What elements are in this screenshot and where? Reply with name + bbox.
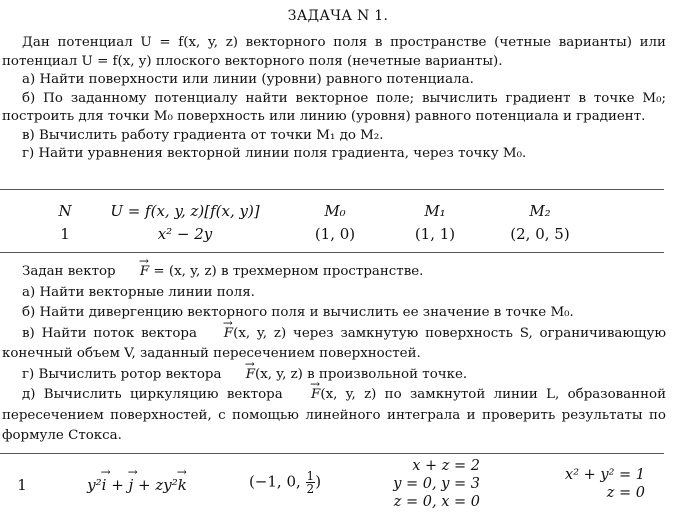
- part2-item-d: г) Вычислить ротор вектора → F(x, y, z) в произвольной точке.: [2, 365, 666, 386]
- header-n: N: [58, 202, 72, 220]
- row2-vector: y²→ i + → j + zy²→ k: [62, 476, 212, 494]
- part1-intro: Дан потенциал U = f(x, y, z) векторного поля в пространстве (четные варианты) или потенциал U = f(x, y) плоского векторного поля (нечетные варианты).: [2, 35, 666, 69]
- variant-table-1: [0, 200, 664, 250]
- part1-item-c: в) Вычислить работу градиента от точки M₁ до M₂.: [22, 127, 384, 143]
- divider: [0, 453, 664, 454]
- row2-surfaces-1: x + z = 2 y = 0, y = 3 z = 0, x = 0: [393, 458, 480, 510]
- divider: [0, 252, 664, 253]
- row-n: 1: [60, 225, 70, 243]
- part2-item-c: в) Найти поток вектора → F(x, y, z) через замкнутую поверхность S, ограничивающую конечный объем V, заданный пересечением поверхностей.: [2, 324, 666, 365]
- row-u: x² − 2y: [157, 225, 213, 243]
- part2-item-e: д) Вычислить циркуляцию вектора → F(x, y, z) по замкнутой линии L, образованной пересечением поверхностей, с помощью линейного интеграла и проверить результаты по формуле Стокса.: [2, 385, 666, 447]
- divider: [0, 189, 664, 190]
- part1-item-a: а) Найти поверхности или линии (уровни) равного потенциала.: [22, 72, 474, 87]
- part1-item-b: б) По заданному потенциалу найти векторное поле; вычислить градиент в точке M₀; построить для точки M₀ поверхность или линию (уровня) равного потенциала и градиент.: [2, 90, 666, 124]
- variant-table-2: [0, 456, 664, 514]
- part2-item-b: б) Найти дивергенцию векторного поля и вычислить ее значение в точке M₀.: [22, 305, 574, 320]
- row-m0: (1, 0): [314, 225, 356, 243]
- part2-intro: Задан вектор → F = (x, y, z) в трехмерном пространстве.: [2, 262, 666, 283]
- part1-item-d: г) Найти уравнения векторной линии поля градиента, через точку M₀.: [22, 146, 527, 161]
- header-m2: M₂: [529, 202, 551, 220]
- row-m1: (1, 1): [414, 225, 456, 243]
- header-u: U = f(x, y, z)[f(x, y)]: [110, 202, 260, 220]
- row2-point: (−1, 0, $\frac{1}{2}$ ): [248, 469, 322, 496]
- part2-text: [2, 262, 666, 447]
- part1-text: [2, 34, 666, 164]
- row2-surfaces-2: x² + y² = 1 z = 0: [565, 467, 645, 501]
- header-m1: M₁: [424, 202, 446, 220]
- header-m0: M₀: [324, 202, 346, 220]
- part2-item-a: а) Найти векторные линии поля.: [22, 284, 255, 300]
- row2-n: 1: [17, 476, 27, 494]
- row-m2: (2, 0, 5): [510, 225, 570, 243]
- page-title: ЗАДАЧА N 1.: [287, 8, 389, 24]
